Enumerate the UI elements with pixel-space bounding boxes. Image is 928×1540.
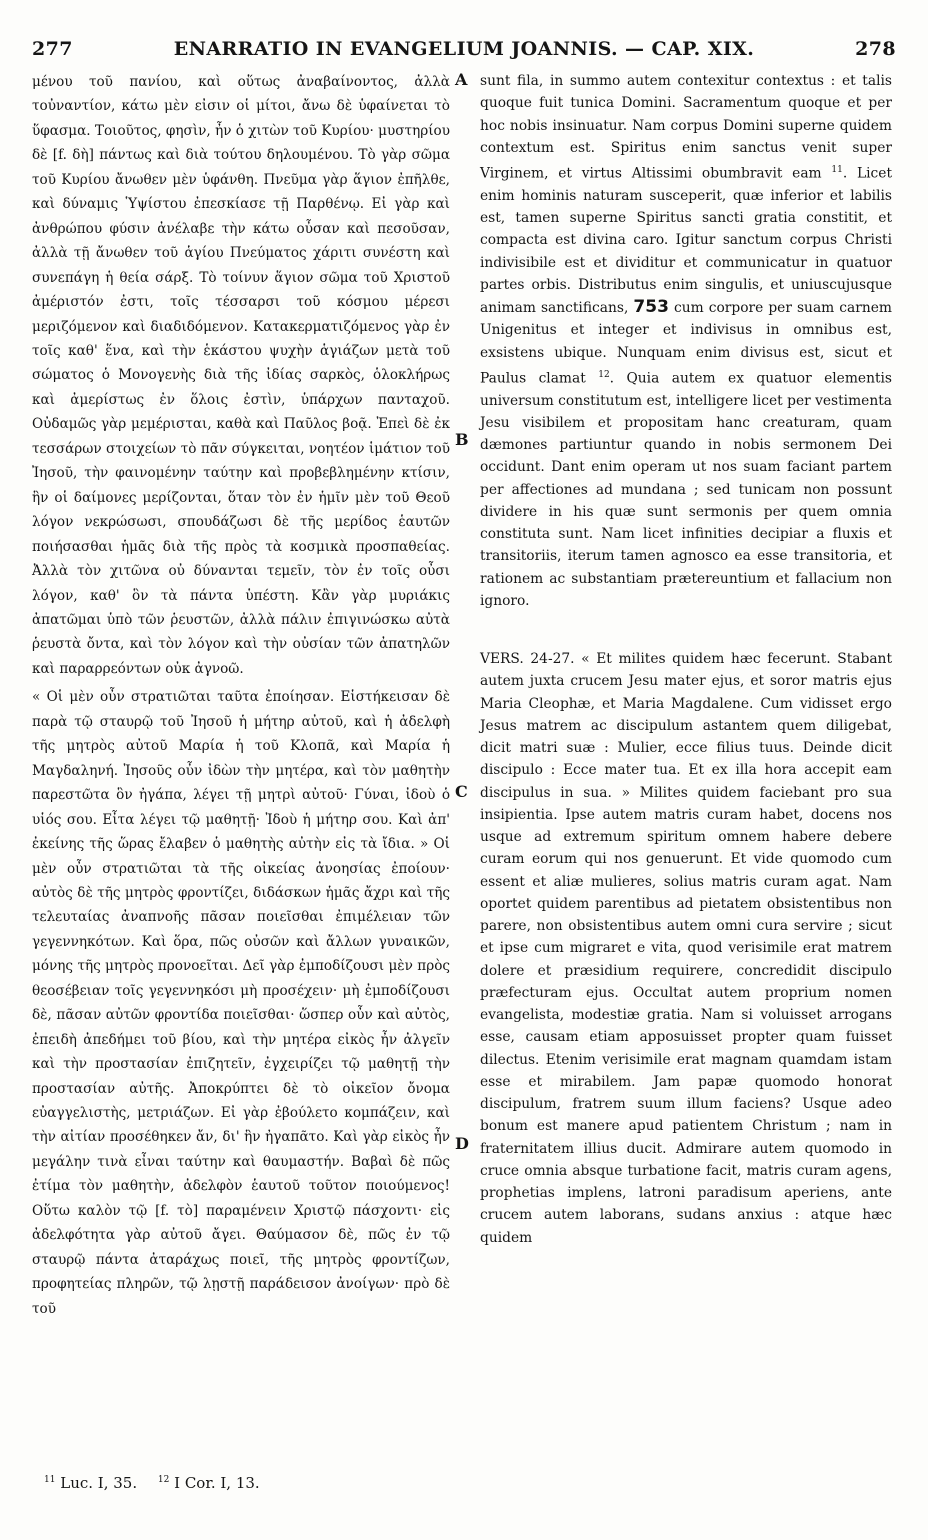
- margin-letter-c: C: [455, 782, 468, 801]
- greek-paragraph-1: μένου τοῦ πανίου, καὶ οὕτως ἀναβαίνοντος, ἀλλὰ τοὐναντίον, κάτω μὲν εἰσιν οἱ μίτοι, ἄνω δὲ ὑφαίνεται τὸ ὕφασμα. Τοιοῦτος, φησὶν, ἦν ὁ χιτὼν τοῦ Κυρίου· μυστηρίου δὲ [f. δὴ] πάντως καὶ διὰ τούτου δηλουμένου. Τὸ γὰρ σῶμα τοῦ Κυρίου ἄνωθεν μὲν ὑφάνθη. Πνεῦμα γὰρ ἅγιον ἐπῆλθε, καὶ δύναμις Ὑψίστου ἐπεσκίασε τῇ Παρθένῳ. Εἰ γὰρ καὶ ἀνθρώπου φύσιν ἀνέλαβε τὴν κάτω οὖσαν καὶ πεσοῦσαν, ἀλλὰ τῇ ἄνωθεν τοῦ ἁγίου Πνεύματος χάριτι συνέστη καὶ συνεπάγη ἡ θεία σάρξ. Τὸ τοίνυν ἅγιον σῶμα τοῦ Χριστοῦ ἀμέριστόν ἐστι, τοῖς τέσσαρσι τοῦ κόσμου μέρεσι μεριζόμενον καὶ διαδιδόμενον. Κατακερματιζόμενος γὰρ ἐν τοῖς καθ' ἕνα, καὶ τὴν ἑκάστου ψυχὴν ἁγιάζων μετὰ τοῦ σώματος ὁ Μονογενὴς διὰ τῆς ἰδίας σαρκὸς, ὁλοκλήρως καὶ ἀμερίστως ἐν ὅλοις ἐστὶν, ὑπάρχων πανταχοῦ. Οὐδαμῶς γὰρ μεμέρισται, καθὰ καὶ Παῦλος βοᾷ. Ἐπεὶ δὲ ἐκ τεσσάρων στοιχείων τὸ πᾶν σύγκειται, νοητέον ἱμάτιον τοῦ Ἰησοῦ, τὴν φαινομένην ταύτην καὶ προβεβλημένην κτίσιν, ἣν οἱ δαίμονες μερίζονται, ὅταν τὸν ἐν ἡμῖν μὲν τοῦ Θεοῦ λόγον νεκρώσωσι, σπουδάζωσι δὲ τῆς μερίδος ἑαυτῶν ποιήσασθαι ἡμᾶς διὰ τῆς πρὸς τὰ κοσμικὰ προσπαθείας. Ἀλλὰ τὸν χιτῶνα οὐ δύνανται τεμεῖν, τὸν ἐν τοῖς οὖσι λόγον, καθ' ὃν τὰ πάντα ὑπέστη. Κἂν γὰρ μυριάκις ἀπατῶμαι ὑπὸ τῶν ῥευστῶν, ἀλλὰ πάλιν ἐπιγινώσκω αὐτὰ ῥευστὰ ὄντα, καὶ τὸν λόγον καὶ τὴν οὐσίαν τῶν ἀπατηλῶν καὶ παραρρεόντων οὐκ ἀγνοῶ.: [32, 74, 450, 677]
- footnote-ref: 11: [831, 165, 843, 175]
- footnote-text: Luc. I, 35.: [60, 1474, 138, 1492]
- footnote: [158, 1474, 260, 1492]
- page-number-left: 277: [32, 38, 73, 60]
- running-title: ENARRATIO IN EVANGELIUM JOANNIS. — CAP. XIX.: [173, 38, 755, 60]
- verse-label: VERS. 24-27.: [480, 651, 575, 668]
- greek-column: [32, 70, 450, 1321]
- footnote: [44, 1474, 137, 1492]
- latin-paragraph-1: [480, 70, 892, 612]
- latin-text: « Et milites quidem hæc fecerunt. Stabant autem juxta crucem Jesu mater ejus, et soror matris ejus Maria Cleophæ, et Maria Magdalene. Cum vidisset ergo Jesus matrem ac discipulum astantem quem diligebat, dicit matri suæ : Mulier, ecce filius tuus. Deinde dicit discipulo : Ecce mater tua. Et ex illa hora accepit eam discipulus in sua. » Milites quidem faciebant pro sua insipientia. Ipse autem matris curam habet, docens nos usque ad extremum spiritum omnem habere debere curam eorum qui nos genuerunt. Et vide quomodo cum essent et aliæ mulieres, solius matris curam agat. Nam oportet quidem parentibus ad pietatem obsistentibus non parere, non obsistentibus autem omni cura servire ; sicut et ipse cum migraret e vita, quod verisimile erat matrem dolere et præsidium requirere, concredidit discipulo præfecturam ejus. Occultat autem proprium nomen evangelista, modestiæ gratia. Nam si voluisset arrogans esse, causam etiam apposuisset propter quam fuisset dilectus. Etenim verisimile erat magnam quamdam istam esse et mirabilem. Jam papæ quomodo honorat discipulum, fratrem suum illum faciens? Usque adeo bonum est manere apud patientem Christum ; nam in fraternitatem illius ducit. Admirare autem quomodo in cruce omnia absque turbatione facit, matris curam agens, prophetias implens, latroni paradisum aperiens, ante crucem autem laborans, sudans anxius : atque hæc quidem: [480, 651, 892, 1246]
- margin-letter-d: D: [455, 1134, 469, 1153]
- column-number: 753: [633, 297, 669, 318]
- latin-text: sunt fila, in summo autem contexitur contextus : et talis quoque fuit tunica Domini. Sacramentum quoque et per hoc nobis insinuatur. Nam corpus Domini superne quidem contextum est. Spiritus enim sanctus venit super Virginem, et virtus Altissimi obumbravit eam: [480, 73, 892, 182]
- latin-column: [480, 70, 892, 1249]
- latin-paragraph-2: [480, 648, 892, 1249]
- latin-text: cum corpore per suam carnem Unigenitus et integer et indivisus in omnibus est, exsistens ubique. Nunquam enim divisus est, sicut et Paulus clamat: [480, 300, 892, 387]
- footnote-number: 11: [44, 1475, 56, 1485]
- margin-letter-a: A: [455, 70, 468, 89]
- footnotes: [44, 1474, 260, 1492]
- latin-text: . Quia autem ex quatuor elementis universum constitutum est, intelligere licet per vestimenta Jesu visibilem et propositam hanc creaturam, quam dæmones partiuntur quando in nobis sermonem Dei occidunt. Dant enim operam ut nos suam faciant partem per affectiones ad mundana ; sed tunicam non possunt dividere in his quæ sunt sermonis per quem omnia constituta sunt. Nam licet infinities decipiar a fluxis et transitoriis, iterum tamen agnosco ea esse transitoria, et rationem ac substantiam prætereuntium et fallacium non ignoro.: [480, 370, 893, 609]
- running-header: [32, 38, 896, 64]
- latin-text: . Licet enim hominis naturam susceperit, quæ inferior et labilis est, tamen superne Spiritus sancti gratia constitit, et compacta est divina caro. Igitur sanctum corpus Christi indivisibile est et dividitur et communicatur in quatuor partes orbis. Distributus enim singulis, et uniuscujusque animam sanctificans,: [480, 165, 892, 317]
- footnote-number: 12: [157, 1475, 170, 1485]
- footnote-ref: 12: [598, 369, 610, 380]
- greek-paragraph-2: « Οἱ μὲν οὖν στρατιῶται ταῦτα ἐποίησαν. Εἱστήκεισαν δὲ παρὰ τῷ σταυρῷ τοῦ Ἰησοῦ ἡ μήτηρ αὐτοῦ, καὶ ἡ ἀδελφὴ τῆς μητρὸς αὐτοῦ Μαρία ἡ τοῦ Κλοπᾶ, καὶ Μαρία ἡ Μαγδαληνή. Ἰησοῦς οὖν ἰδὼν τὴν μητέρα, καὶ τὸν μαθητὴν παρεστῶτα ὃν ἠγάπα, λέγει τῇ μητρὶ αὐτοῦ· Γύναι, ἰδοὺ ὁ υἱός σου. Εἶτα λέγει τῷ μαθητῇ· Ἰδοὺ ἡ μήτηρ σου. Καὶ ἀπ' ἐκείνης τῆς ὥρας ἔλαβεν ὁ μαθητὴς αὐτὴν εἰς τὰ ἴδια. » Οἱ μὲν οὖν στρατιῶται τὰ τῆς οἰκείας ἀνοησίας ἐποίουν· αὐτὸς δὲ τῆς μητρὸς φροντίζει, διδάσκων ἡμᾶς ἄχρι καὶ τῆς τελευταίας ἀναπνοῆς πᾶσαν ποιεῖσθαι ἐπιμέλειαν τῶν γεγεννηκότων. Καὶ ὅρα, πῶς οὐσῶν καὶ ἄλλων γυναικῶν, μόνης τῆς μητρὸς προνοεῖται. Δεῖ γὰρ ἐμποδίζουσι μὲν πρὸς θεοσέβειαν τοῖς γεγεννηκόσι μὴ προσέχειν· μὴ ἐμποδίζουσι δὲ, πᾶσαν αὐτῶν φροντίδα ποιεῖσθαι· ὥσπερ οὖν καὶ αὐτὸς, ἐπειδὴ ἀπεδήμει τοῦ βίου, καὶ τὴν μητέρα εἰκὸς ἦν ἀλγεῖν καὶ τὴν προστασίαν ἐπιζητεῖν, ἐγχειρίζει τῷ μαθητῇ τὴν προστασίαν αὐτῆς. Ἀποκρύπτει δὲ τὸ οἰκεῖον ὄνομα εὐαγγελιστὴς, μετριάζων. Εἰ γὰρ ἐβούλετο κομπάζειν, καὶ τὴν αἰτίαν προσέθηκεν ἄν, δι' ἣν ἠγαπᾶτο. Καὶ γὰρ εἰκὸς ἦν μεγάλην τινὰ εἶναι ταύτην καὶ θαυμαστήν. Βαβαὶ δὲ πῶς ἐτίμα τὸν μαθητὴν, ἀδελφὸν ἑαυτοῦ τοῦτον ποιούμενος! Οὕτω καλὸν τῷ [f. τὸ] παραμένειν Χριστῷ πάσχοντι· εἰς ἀδελφότητα γὰρ αὐτοῦ ἄγει. Θαύμασον δὲ, πῶς ἐν τῷ σταυρῷ πάντα ἀταράχως ποιεῖ, τῆς μητρὸς φροντίζων, προφητείας πληρῶν, τῷ λῃστῇ παράδεισον ἀνοίγων· πρὸ δὲ τοῦ: [32, 689, 450, 1317]
- page-number-right: 278: [855, 38, 896, 60]
- footnote-text: I Cor. I, 13.: [174, 1474, 260, 1492]
- margin-letter-b: B: [455, 430, 469, 449]
